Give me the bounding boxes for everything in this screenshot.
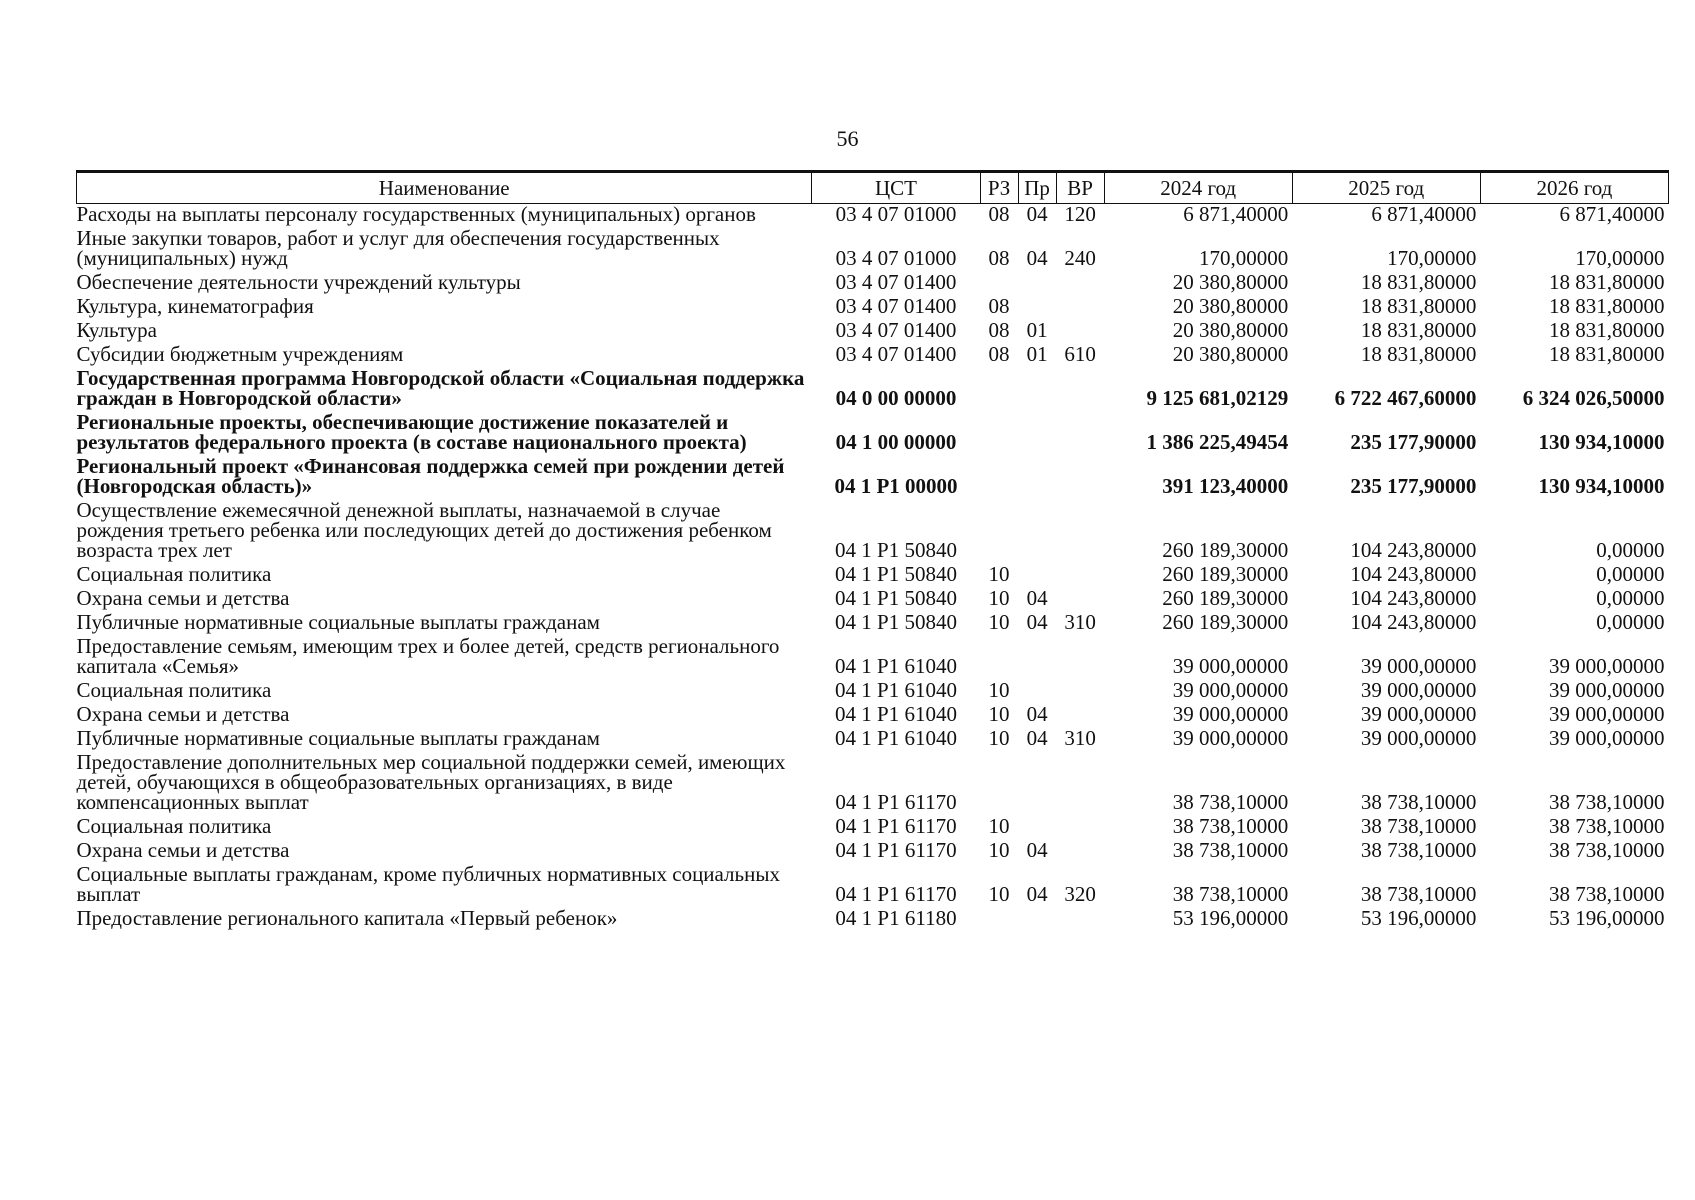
row-rz-cell: 08 <box>988 294 1010 318</box>
header-rz: РЗ <box>980 172 1018 204</box>
row-2025-cell: 235 177,90000 <box>1350 430 1477 454</box>
row-vr-cell <box>1056 816 1104 840</box>
row-2024-cell: 20 380,80000 <box>1172 342 1289 366</box>
row-name-cell: Охрана семьи и детства <box>76 586 290 610</box>
row-2024-cell: 1 386 225,49454 <box>1146 430 1289 454</box>
row-2026-cell: 0,00000 <box>1596 586 1665 610</box>
row-rz-cell: 10 <box>988 678 1010 702</box>
row-2024-cell: 38 738,10000 <box>1172 882 1289 906</box>
row-cst-cell: 04 1 P1 61040 <box>835 654 957 678</box>
row-rz-cell: 08 <box>988 318 1010 342</box>
row-cst-cell: 04 1 P1 50840 <box>835 562 957 586</box>
row-cst-cell: 04 1 P1 50840 <box>835 538 957 562</box>
row-vr-cell <box>1056 500 1104 564</box>
row-2026-cell: 6 324 026,50000 <box>1522 386 1665 410</box>
table-row <box>77 636 1669 680</box>
row-2025-cell: 39 000,00000 <box>1360 654 1477 678</box>
row-cst-cell: 04 1 P1 61170 <box>835 838 957 862</box>
row-2024-cell: 39 000,00000 <box>1172 702 1289 726</box>
table-row <box>77 368 1669 412</box>
table-row <box>77 816 1669 840</box>
row-name-cell: Осуществление ежемесячной денежной выплаты, назначаемой в случае рождения третьего ребенка или последующих детей до достижения ребенком возраста трех лет <box>76 498 772 562</box>
table-row <box>77 204 1669 229</box>
row-name-cell: Расходы на выплаты персоналу государственных (муниципальных) органов <box>76 202 756 226</box>
row-name-cell: Социальная политика <box>76 562 272 586</box>
table-row <box>77 272 1669 296</box>
table-body <box>77 204 1669 933</box>
row-2026-cell: 170,00000 <box>1575 246 1665 270</box>
row-rz-cell: 10 <box>988 586 1010 610</box>
row-name-cell: Публичные нормативные социальные выплаты гражданам <box>76 610 600 634</box>
row-2025-cell: 39 000,00000 <box>1360 702 1477 726</box>
row-2024-cell: 20 380,80000 <box>1172 318 1289 342</box>
row-vr-cell: 310 <box>1064 726 1096 750</box>
row-pr-cell <box>1018 412 1056 456</box>
row-vr-cell <box>1056 588 1104 612</box>
row-pr-cell: 01 <box>1026 342 1048 366</box>
row-2026-cell: 38 738,10000 <box>1549 790 1665 814</box>
row-rz-cell <box>980 272 1018 296</box>
row-vr-cell <box>1056 320 1104 344</box>
row-rz-cell <box>980 456 1018 500</box>
row-rz-cell: 10 <box>988 702 1010 726</box>
row-cst-cell: 03 4 07 01400 <box>835 318 957 342</box>
row-rz-cell: 08 <box>988 202 1010 226</box>
row-pr-cell: 04 <box>1026 610 1048 634</box>
row-cst-cell: 03 4 07 01400 <box>835 294 957 318</box>
row-vr-cell <box>1056 564 1104 588</box>
row-vr-cell: 120 <box>1064 202 1096 226</box>
row-2024-cell: 53 196,00000 <box>1172 906 1289 930</box>
header-year-2025: 2025 год <box>1292 172 1480 204</box>
row-2024-cell: 20 380,80000 <box>1172 294 1289 318</box>
row-name-cell: Субсидии бюджетным учреждениям <box>76 342 404 366</box>
row-vr-cell: 240 <box>1064 246 1096 270</box>
row-2025-cell: 6 722 467,60000 <box>1334 386 1477 410</box>
row-2026-cell: 6 871,40000 <box>1559 202 1665 226</box>
row-pr-cell <box>1018 500 1056 564</box>
table-row <box>77 344 1669 368</box>
row-2026-cell: 130 934,10000 <box>1538 474 1665 498</box>
table-row <box>77 320 1669 344</box>
row-vr-cell <box>1056 680 1104 704</box>
row-name-cell: Региональные проекты, обеспечивающие достижение показателей и результатов федерального проекта (в составе национального проекта) <box>76 410 747 454</box>
row-rz-cell: 10 <box>988 882 1010 906</box>
row-2024-cell: 39 000,00000 <box>1172 654 1289 678</box>
row-rz-cell: 10 <box>988 562 1010 586</box>
row-vr-cell <box>1056 908 1104 932</box>
row-pr-cell <box>1018 564 1056 588</box>
row-rz-cell: 10 <box>988 726 1010 750</box>
row-2024-cell: 260 189,30000 <box>1162 538 1289 562</box>
row-name-cell: Предоставление дополнительных мер социальной поддержки семей, имеющих детей, обучающихся в общеобразовательных организациях, в виде компенсационных выплат <box>76 750 786 814</box>
row-2024-cell: 260 189,30000 <box>1162 586 1289 610</box>
row-2026-cell: 130 934,10000 <box>1538 430 1665 454</box>
row-name-cell: Социальная политика <box>76 814 272 838</box>
row-2024-cell: 170,00000 <box>1198 246 1289 270</box>
table-row <box>77 680 1669 704</box>
row-name-cell: Охрана семьи и детства <box>76 838 290 862</box>
row-2026-cell: 18 831,80000 <box>1549 318 1665 342</box>
row-pr-cell: 01 <box>1026 318 1048 342</box>
budget-table <box>76 170 1669 932</box>
row-name-cell: Социальная политика <box>76 678 272 702</box>
row-cst-cell: 04 1 P1 50840 <box>835 586 957 610</box>
row-pr-cell <box>1018 636 1056 680</box>
header-name: Наименование <box>77 172 812 204</box>
row-pr-cell <box>1018 368 1056 412</box>
row-cst-cell: 04 1 P1 61040 <box>835 726 957 750</box>
header-vr: ВР <box>1056 172 1104 204</box>
row-2025-cell: 6 871,40000 <box>1371 202 1477 226</box>
row-2024-cell: 38 738,10000 <box>1172 814 1289 838</box>
row-rz-cell: 10 <box>988 838 1010 862</box>
table-row <box>77 456 1669 500</box>
row-cst-cell: 04 1 P1 61170 <box>835 882 957 906</box>
row-pr-cell: 04 <box>1026 702 1048 726</box>
table-row <box>77 728 1669 752</box>
table-row <box>77 908 1669 932</box>
row-pr-cell <box>1018 752 1056 816</box>
row-rz-cell: 08 <box>988 342 1010 366</box>
row-cst-cell: 03 4 07 01400 <box>835 342 957 366</box>
row-2024-cell: 260 189,30000 <box>1162 610 1289 634</box>
row-2026-cell: 39 000,00000 <box>1549 726 1665 750</box>
row-2025-cell: 38 738,10000 <box>1360 814 1477 838</box>
row-2025-cell: 18 831,80000 <box>1360 342 1477 366</box>
row-2026-cell: 0,00000 <box>1596 562 1665 586</box>
row-2025-cell: 170,00000 <box>1387 246 1477 270</box>
row-rz-cell <box>980 636 1018 680</box>
row-2026-cell: 39 000,00000 <box>1549 654 1665 678</box>
row-2026-cell: 53 196,00000 <box>1549 906 1665 930</box>
row-2026-cell: 0,00000 <box>1596 538 1665 562</box>
row-cst-cell: 03 4 07 01400 <box>835 270 957 294</box>
row-cst-cell: 04 1 P1 61170 <box>835 814 957 838</box>
row-2026-cell: 18 831,80000 <box>1549 342 1665 366</box>
row-2025-cell: 235 177,90000 <box>1350 474 1477 498</box>
row-pr-cell <box>1018 456 1056 500</box>
row-rz-cell <box>980 368 1018 412</box>
table-row <box>77 588 1669 612</box>
row-2026-cell: 39 000,00000 <box>1549 702 1665 726</box>
row-2026-cell: 38 738,10000 <box>1549 838 1665 862</box>
table-row <box>77 752 1669 816</box>
table-row <box>77 228 1669 272</box>
row-2024-cell: 39 000,00000 <box>1172 726 1289 750</box>
table-row <box>77 704 1669 728</box>
row-name-cell: Обеспечение деятельности учреждений культуры <box>76 270 521 294</box>
row-vr-cell <box>1056 296 1104 320</box>
row-name-cell: Охрана семьи и детства <box>76 702 290 726</box>
row-cst-cell: 04 1 P1 61180 <box>835 906 957 930</box>
row-pr-cell: 04 <box>1026 202 1048 226</box>
row-2025-cell: 104 243,80000 <box>1350 538 1477 562</box>
row-2026-cell: 38 738,10000 <box>1549 814 1665 838</box>
row-cst-cell: 04 1 P1 61170 <box>835 790 957 814</box>
row-pr-cell <box>1018 296 1056 320</box>
row-name-cell: Предоставление регионального капитала «Первый ребенок» <box>76 906 618 930</box>
row-2024-cell: 39 000,00000 <box>1172 678 1289 702</box>
row-cst-cell: 04 0 00 00000 <box>835 386 957 410</box>
row-rz-cell <box>980 500 1018 564</box>
table-row <box>77 840 1669 864</box>
row-name-cell: Региональный проект «Финансовая поддержка семей при рождении детей (Новгородская область)» <box>76 454 785 498</box>
row-cst-cell: 04 1 P1 61040 <box>835 678 957 702</box>
row-name-cell: Государственная программа Новгородской области «Социальная поддержка граждан в Новгородской области» <box>76 366 805 410</box>
row-pr-cell: 04 <box>1026 246 1048 270</box>
table-row <box>77 864 1669 908</box>
page-number: 56 <box>836 126 859 151</box>
row-pr-cell: 04 <box>1026 838 1048 862</box>
row-2025-cell: 38 738,10000 <box>1360 838 1477 862</box>
header-year-2024: 2024 год <box>1104 172 1292 204</box>
row-2026-cell: 0,00000 <box>1596 610 1665 634</box>
row-2026-cell: 18 831,80000 <box>1549 294 1665 318</box>
table-row <box>77 412 1669 456</box>
row-rz-cell: 10 <box>988 610 1010 634</box>
row-cst-cell: 04 1 P1 61040 <box>835 702 957 726</box>
row-pr-cell <box>1018 816 1056 840</box>
header-year-2026: 2026 год <box>1480 172 1668 204</box>
row-cst-cell: 03 4 07 01000 <box>835 202 957 226</box>
row-2024-cell: 38 738,10000 <box>1172 790 1289 814</box>
row-2025-cell: 38 738,10000 <box>1360 790 1477 814</box>
row-name-cell: Культура, кинематография <box>76 294 314 318</box>
row-2025-cell: 39 000,00000 <box>1360 726 1477 750</box>
row-pr-cell <box>1018 680 1056 704</box>
row-2024-cell: 6 871,40000 <box>1183 202 1289 226</box>
table-row <box>77 296 1669 320</box>
row-rz-cell <box>980 908 1018 932</box>
row-vr-cell <box>1056 412 1104 456</box>
row-2025-cell: 104 243,80000 <box>1350 610 1477 634</box>
row-2025-cell: 39 000,00000 <box>1360 678 1477 702</box>
table-row <box>77 612 1669 636</box>
row-2026-cell: 39 000,00000 <box>1549 678 1665 702</box>
row-vr-cell <box>1056 636 1104 680</box>
row-cst-cell: 04 1 P1 00000 <box>834 474 958 498</box>
row-pr-cell <box>1018 272 1056 296</box>
row-name-cell: Культура <box>76 318 157 342</box>
row-name-cell: Иные закупки товаров, работ и услуг для обеспечения государственных (муниципальных) нужд <box>76 226 720 270</box>
row-2024-cell: 38 738,10000 <box>1172 838 1289 862</box>
row-rz-cell: 10 <box>988 814 1010 838</box>
row-name-cell: Предоставление семьям, имеющим трех и более детей, средств регионального капитала «Семья» <box>76 634 780 678</box>
row-pr-cell: 04 <box>1026 586 1048 610</box>
row-2025-cell: 18 831,80000 <box>1360 294 1477 318</box>
row-2024-cell: 20 380,80000 <box>1172 270 1289 294</box>
row-vr-cell <box>1056 752 1104 816</box>
row-name-cell: Социальные выплаты гражданам, кроме публичных нормативных социальных выплат <box>76 862 780 906</box>
row-vr-cell <box>1056 456 1104 500</box>
row-rz-cell <box>980 412 1018 456</box>
row-vr-cell <box>1056 272 1104 296</box>
row-2024-cell: 391 123,40000 <box>1162 474 1289 498</box>
row-2025-cell: 18 831,80000 <box>1360 270 1477 294</box>
row-2024-cell: 9 125 681,02129 <box>1146 386 1289 410</box>
row-name-cell: Публичные нормативные социальные выплаты гражданам <box>76 726 600 750</box>
row-cst-cell: 04 1 P1 50840 <box>835 610 957 634</box>
row-vr-cell <box>1056 704 1104 728</box>
table-row <box>77 564 1669 588</box>
row-2026-cell: 18 831,80000 <box>1549 270 1665 294</box>
row-2025-cell: 104 243,80000 <box>1350 562 1477 586</box>
row-vr-cell <box>1056 840 1104 864</box>
row-vr-cell: 320 <box>1064 882 1096 906</box>
row-2025-cell: 104 243,80000 <box>1350 586 1477 610</box>
row-vr-cell: 310 <box>1064 610 1096 634</box>
row-pr-cell <box>1018 908 1056 932</box>
table-row <box>77 500 1669 564</box>
row-rz-cell: 08 <box>988 246 1010 270</box>
row-2025-cell: 18 831,80000 <box>1360 318 1477 342</box>
row-rz-cell <box>980 752 1018 816</box>
header-pr: Пр <box>1018 172 1056 204</box>
row-vr-cell <box>1056 368 1104 412</box>
table-header-row <box>77 172 1669 204</box>
header-cst: ЦСТ <box>812 172 980 204</box>
row-2024-cell: 260 189,30000 <box>1162 562 1289 586</box>
row-pr-cell: 04 <box>1026 726 1048 750</box>
row-cst-cell: 04 1 00 00000 <box>835 430 957 454</box>
row-2025-cell: 53 196,00000 <box>1360 906 1477 930</box>
row-2026-cell: 38 738,10000 <box>1549 882 1665 906</box>
row-pr-cell: 04 <box>1026 882 1048 906</box>
row-cst-cell: 03 4 07 01000 <box>835 246 957 270</box>
row-2025-cell: 38 738,10000 <box>1360 882 1477 906</box>
row-vr-cell: 610 <box>1064 342 1096 366</box>
